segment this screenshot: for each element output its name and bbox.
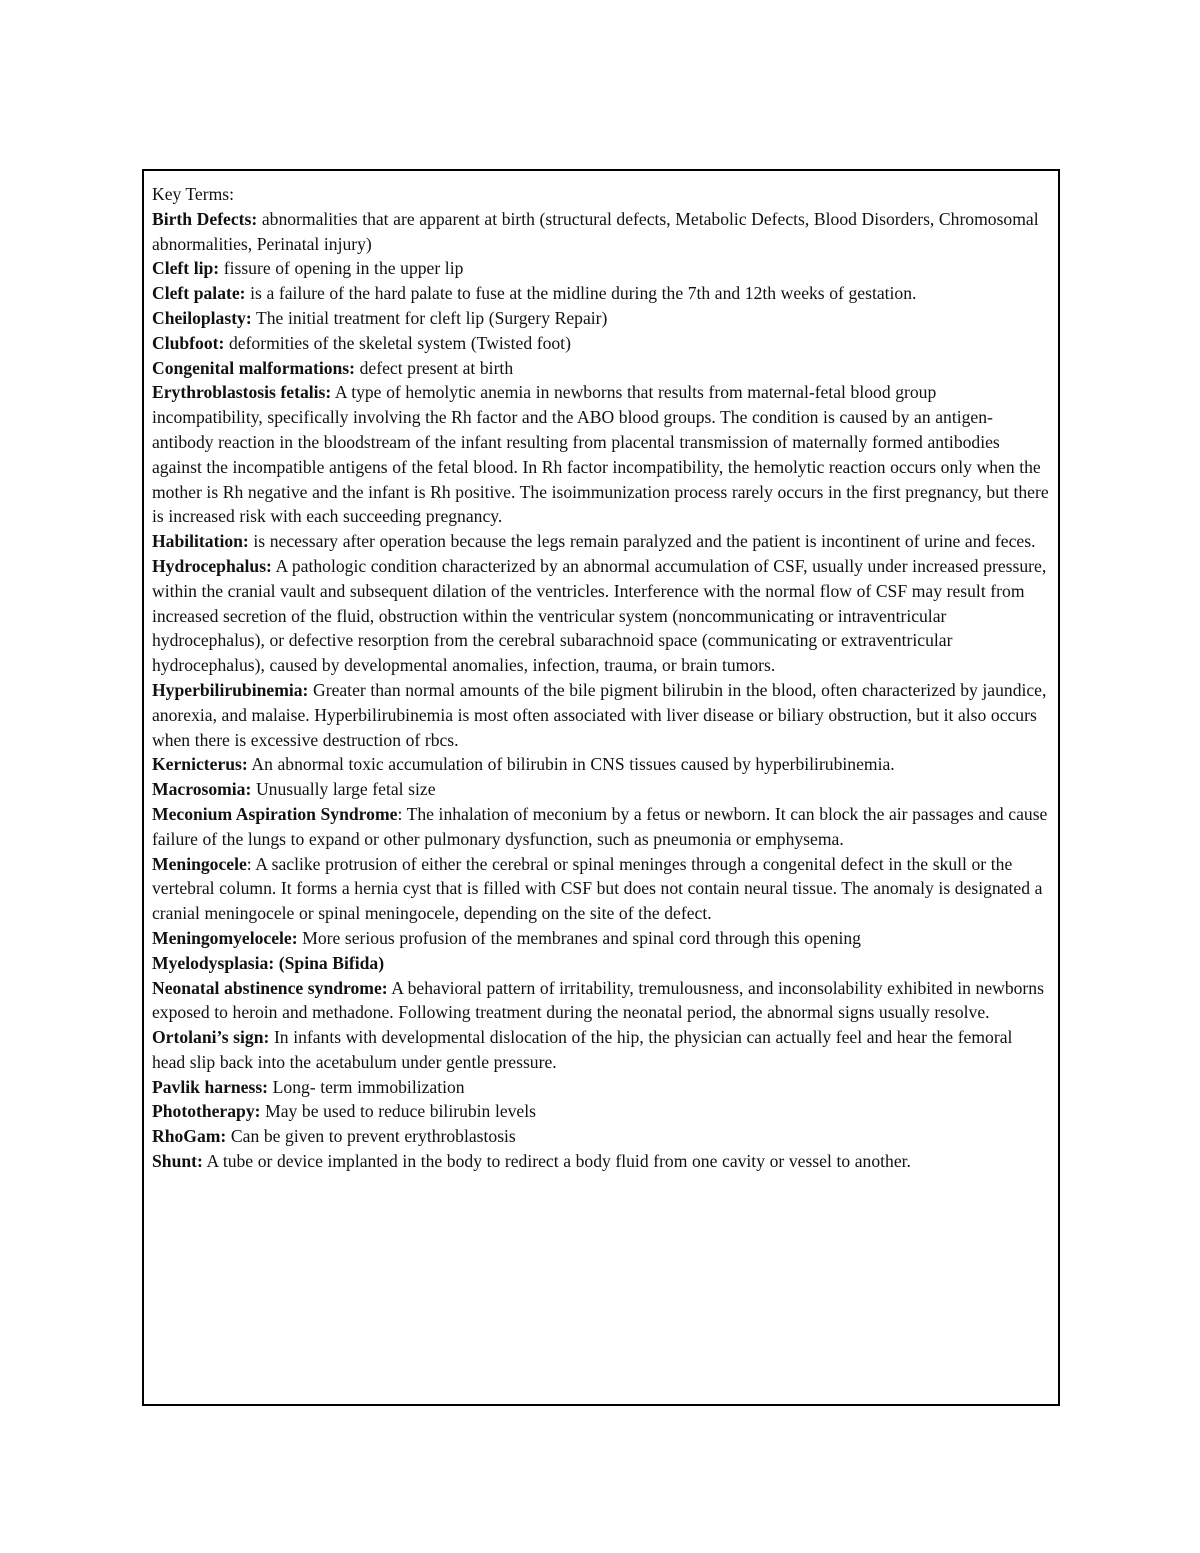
- glossary-entry: [152, 802, 1050, 852]
- glossary-definition: abnormalities that are apparent at birth (structural defects, Metabolic Defects, Blood Disorders, Chromosomal abnormalities, Perinatal injury): [152, 208, 1039, 254]
- glossary-term: Phototherapy:: [152, 1101, 261, 1122]
- glossary-term: Meningomyelocele:: [152, 927, 298, 948]
- glossary-definition: May be used to reduce bilirubin levels: [260, 1101, 536, 1122]
- glossary-entry: [152, 678, 1050, 752]
- glossary-entry: [152, 926, 1050, 951]
- glossary-definition: In infants with developmental dislocation of the hip, the physician can actually feel and hear the femoral head slip back into the acetabulum under gentle pressure.: [152, 1027, 1013, 1072]
- glossary-term: Cleft lip:: [152, 258, 220, 279]
- glossary-term: Hydrocephalus:: [152, 555, 272, 576]
- glossary-entry: [152, 976, 1050, 1026]
- glossary-term: Habilitation:: [152, 531, 249, 552]
- glossary-definition: : The inhalation of meconium by a fetus or newborn. It can block the air passages and cause failure of the lungs to expand or other pulmonary dysfunction, such as pneumonia or emphysema.: [152, 803, 1048, 849]
- glossary-definition: is a failure of the hard palate to fuse at the midline during the 7th and 12th weeks of gestation.: [245, 283, 917, 304]
- glossary-definition: deformities of the skeletal system (Twisted foot): [224, 332, 571, 353]
- glossary-term: Shunt:: [152, 1151, 203, 1172]
- glossary-definition: More serious profusion of the membranes and spinal cord through this opening: [297, 927, 861, 948]
- glossary-entry: [152, 207, 1050, 257]
- glossary-entry: [152, 752, 1050, 777]
- glossary-term: Neonatal abstinence syndrome:: [152, 977, 388, 998]
- glossary-definition: A pathologic condition characterized by an abnormal accumulation of CSF, usually under increased pressure, within the cranial vault and subsequent dilation of the ventricles. Interference with the normal flow of CSF may result from increased secretion of the fluid, obstruction within the ventricular system (noncommunicating or intraventricular hydrocephalus), or defective resorption from the cerebral subarachnoid space (communicating or extraventricular hydrocephalus), caused by developmental anomalies, infection, trauma, or brain tumors.: [152, 555, 1047, 676]
- glossary-term: Cheiloplasty:: [152, 307, 252, 328]
- glossary-definition: fissure of opening in the upper lip: [219, 258, 464, 279]
- glossary-definition: An abnormal toxic accumulation of bilirubin in CNS tissues caused by hyperbilirubinemia.: [247, 754, 895, 775]
- glossary-definition: A tube or device implanted in the body to redirect a body fluid from one cavity or vessel to another.: [202, 1151, 911, 1172]
- glossary-entry: [152, 1124, 1050, 1149]
- key-terms-heading: Key Terms:: [152, 184, 234, 204]
- glossary-definition: Greater than normal amounts of the bile pigment bilirubin in the blood, often characterized by jaundice, anorexia, and malaise. Hyperbilirubinemia is most often associated with liver disease or biliary obstruction, but it also occurs when there is excessive destruction of rbcs.: [152, 679, 1047, 750]
- glossary-term: Meconium Aspiration Syndrome: [152, 803, 398, 824]
- glossary-term: Congenital malformations:: [152, 357, 356, 378]
- glossary-definition: defect present at birth: [355, 357, 514, 378]
- glossary-entry: [152, 554, 1050, 678]
- glossary-list: [152, 207, 1050, 1174]
- glossary-definition: Long- term immobilization: [268, 1076, 465, 1097]
- glossary-entry: [152, 852, 1050, 926]
- glossary-entry: [152, 777, 1050, 802]
- glossary-entry: [152, 380, 1050, 529]
- glossary-entry: [152, 1149, 1050, 1174]
- glossary-entry: [152, 1075, 1050, 1100]
- glossary-definition: A behavioral pattern of irritability, tremulousness, and inconsolability exhibited in newborns exposed to heroin and methadone. Following treatment during the neonatal period, the abnormal signs usually resolve.: [152, 977, 1044, 1023]
- glossary-definition: Unusually large fetal size: [251, 779, 436, 800]
- glossary-term: Macrosomia:: [152, 779, 252, 800]
- glossary-term: Myelodysplasia: (Spina Bifida): [152, 952, 385, 973]
- glossary-entry: [152, 256, 1050, 281]
- glossary-term: Hyperbilirubinemia:: [152, 679, 309, 700]
- glossary-entry: [152, 306, 1050, 331]
- glossary-definition: Can be given to prevent erythroblastosis: [226, 1126, 516, 1147]
- glossary-definition: is necessary after operation because the legs remain paralyzed and the patient is incontinent of urine and feces.: [248, 531, 1036, 552]
- glossary-entry: [152, 1099, 1050, 1124]
- glossary-entry: [152, 356, 1050, 381]
- glossary-definition: The initial treatment for cleft lip (Surgery Repair): [251, 307, 608, 328]
- glossary-term: Erythroblastosis fetalis:: [152, 382, 332, 403]
- glossary-term: RhoGam:: [152, 1126, 227, 1147]
- glossary-entry: [152, 951, 1050, 976]
- glossary-entry: [152, 281, 1050, 306]
- glossary-entry: [152, 529, 1050, 554]
- glossary-term: Cleft palate:: [152, 283, 246, 304]
- glossary-entry: [152, 331, 1050, 356]
- glossary-term: Meningocele: [152, 853, 247, 874]
- glossary-term: Clubfoot:: [152, 332, 225, 353]
- key-terms-box: [142, 169, 1060, 1406]
- glossary-term: Ortolani’s sign:: [152, 1027, 270, 1048]
- glossary-definition: : A saclike protrusion of either the cerebral or spinal meninges through a congenital defect in the skull or the vertebral column. It forms a hernia cyst that is filled with CSF but does not contain neural tissue. The anomaly is designated a cranial meningocele or spinal meningocele, depending on the site of the defect.: [152, 853, 1043, 924]
- glossary-term: Kernicterus:: [152, 754, 248, 775]
- glossary-definition: A type of hemolytic anemia in newborns that results from maternal-fetal blood group incompatibility, specifically involving the Rh factor and the ABO blood groups. The condition is caused by an antigen-antibody reaction in the bloodstream of the infant resulting from placental transmission of maternally formed antibodies against the incompatible antigens of the fetal blood. In Rh factor incompatibility, the hemolytic reaction occurs only when the mother is Rh negative and the infant is Rh positive. The isoimmunization process rarely occurs in the first pregnancy, but there is increased risk with each succeeding pregnancy.: [152, 382, 1049, 527]
- glossary-term: Birth Defects:: [152, 208, 258, 229]
- glossary-entry: [152, 1025, 1050, 1075]
- glossary-term: Pavlik harness:: [152, 1076, 269, 1097]
